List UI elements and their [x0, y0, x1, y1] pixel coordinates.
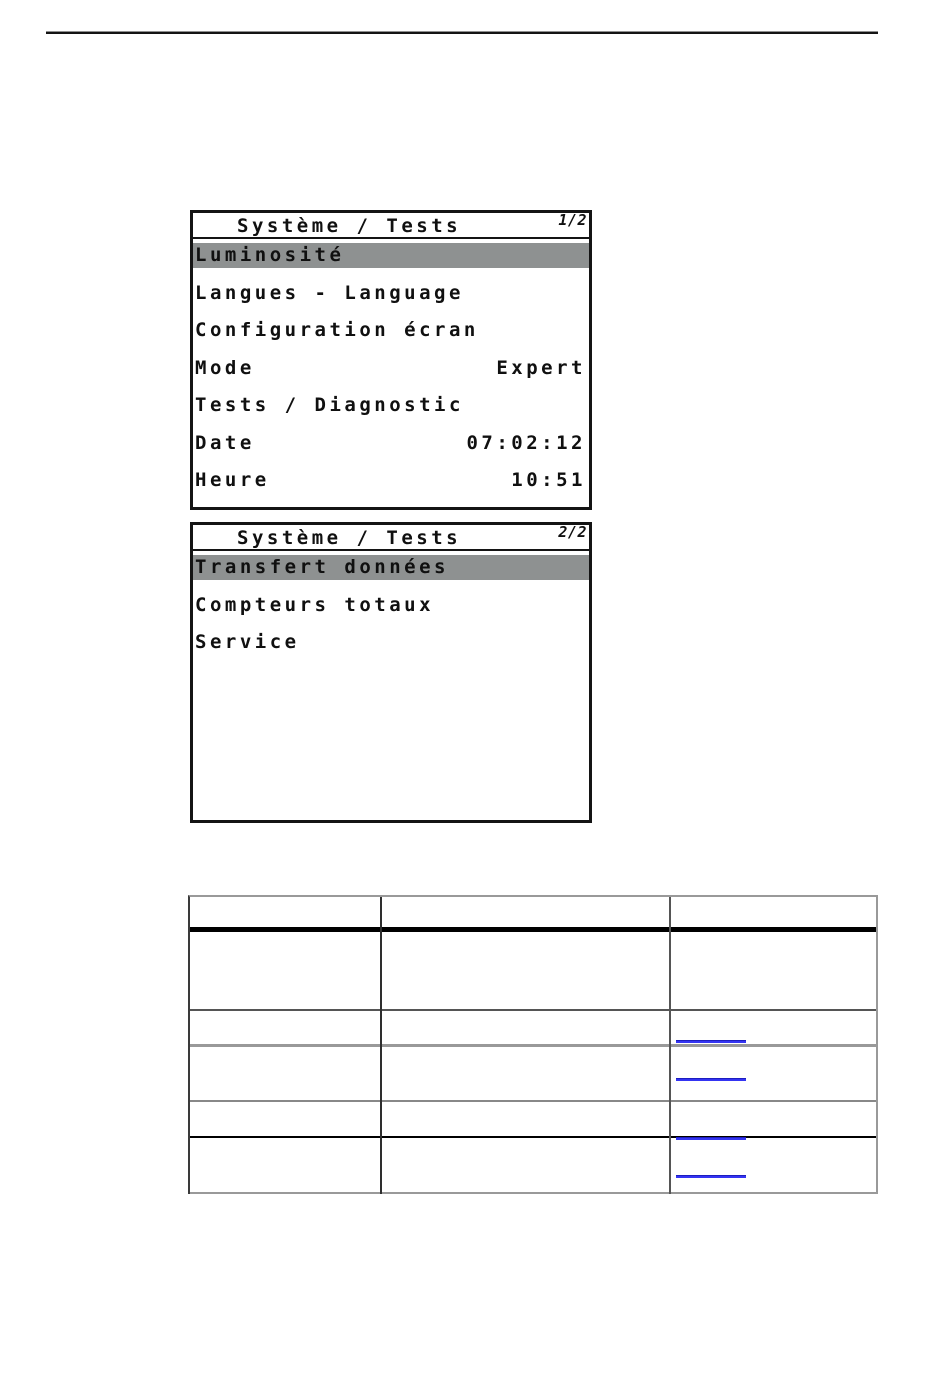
screen-titlebar [193, 525, 589, 551]
menu-item-label: Date [195, 431, 255, 454]
screen-titlebar [193, 213, 589, 239]
table-row [190, 1047, 876, 1102]
screen-title: Système / Tests [237, 527, 462, 549]
menu-item-label: Luminosité [195, 244, 345, 266]
menu-item-value: Expert [496, 356, 586, 379]
table-header-row [190, 897, 876, 932]
menu-item-label: Transfert données [195, 556, 449, 578]
lcd-screen-system-tests-1 [190, 210, 592, 510]
table-row [190, 1011, 876, 1047]
menu-list [193, 555, 589, 668]
menu-item-label: Heure [195, 469, 270, 491]
table-row [190, 1102, 876, 1138]
menu-item-langues [193, 281, 589, 319]
table-column-divider-1 [380, 897, 382, 1194]
table-cross-reference-link-2[interactable] [676, 1078, 746, 1081]
table-cross-reference-link-1[interactable] [676, 1040, 746, 1043]
menu-item-label: Configuration écran [195, 319, 479, 341]
menu-item-value: 10:51 [511, 469, 586, 491]
menu-item-configuration-ecran [193, 318, 589, 356]
menu-item-value: 07:02:12 [466, 431, 586, 454]
screen-title: Système / Tests [237, 215, 462, 237]
lcd-screen-system-tests-2 [190, 522, 592, 823]
table-row [190, 1138, 876, 1194]
table-cross-reference-link-3[interactable] [676, 1137, 746, 1140]
menu-item-label: Tests / Diagnostic [195, 394, 464, 416]
menu-item-compteurs-totaux [193, 593, 589, 631]
menu-item-luminosite [193, 243, 589, 281]
table-row [190, 932, 876, 1011]
menu-list [193, 243, 589, 506]
menu-item-tests-diagnostic [193, 393, 589, 431]
menu-item-mode [193, 356, 589, 394]
menu-item-transfert-donnees [193, 555, 589, 593]
page-indicator: 2/2 [558, 523, 587, 541]
table-column-divider-2 [669, 897, 671, 1194]
header-rule [46, 31, 878, 34]
menu-item-label: Service [195, 631, 300, 653]
reference-table [188, 895, 878, 1194]
menu-item-date [193, 431, 589, 469]
table-cross-reference-link-4[interactable] [676, 1175, 746, 1178]
page-indicator: 1/2 [558, 211, 587, 229]
menu-item-service [193, 630, 589, 668]
menu-item-heure [193, 468, 589, 506]
menu-item-label: Langues - Language [195, 281, 464, 304]
menu-item-label: Compteurs totaux [195, 593, 435, 616]
menu-item-label: Mode [195, 356, 255, 379]
